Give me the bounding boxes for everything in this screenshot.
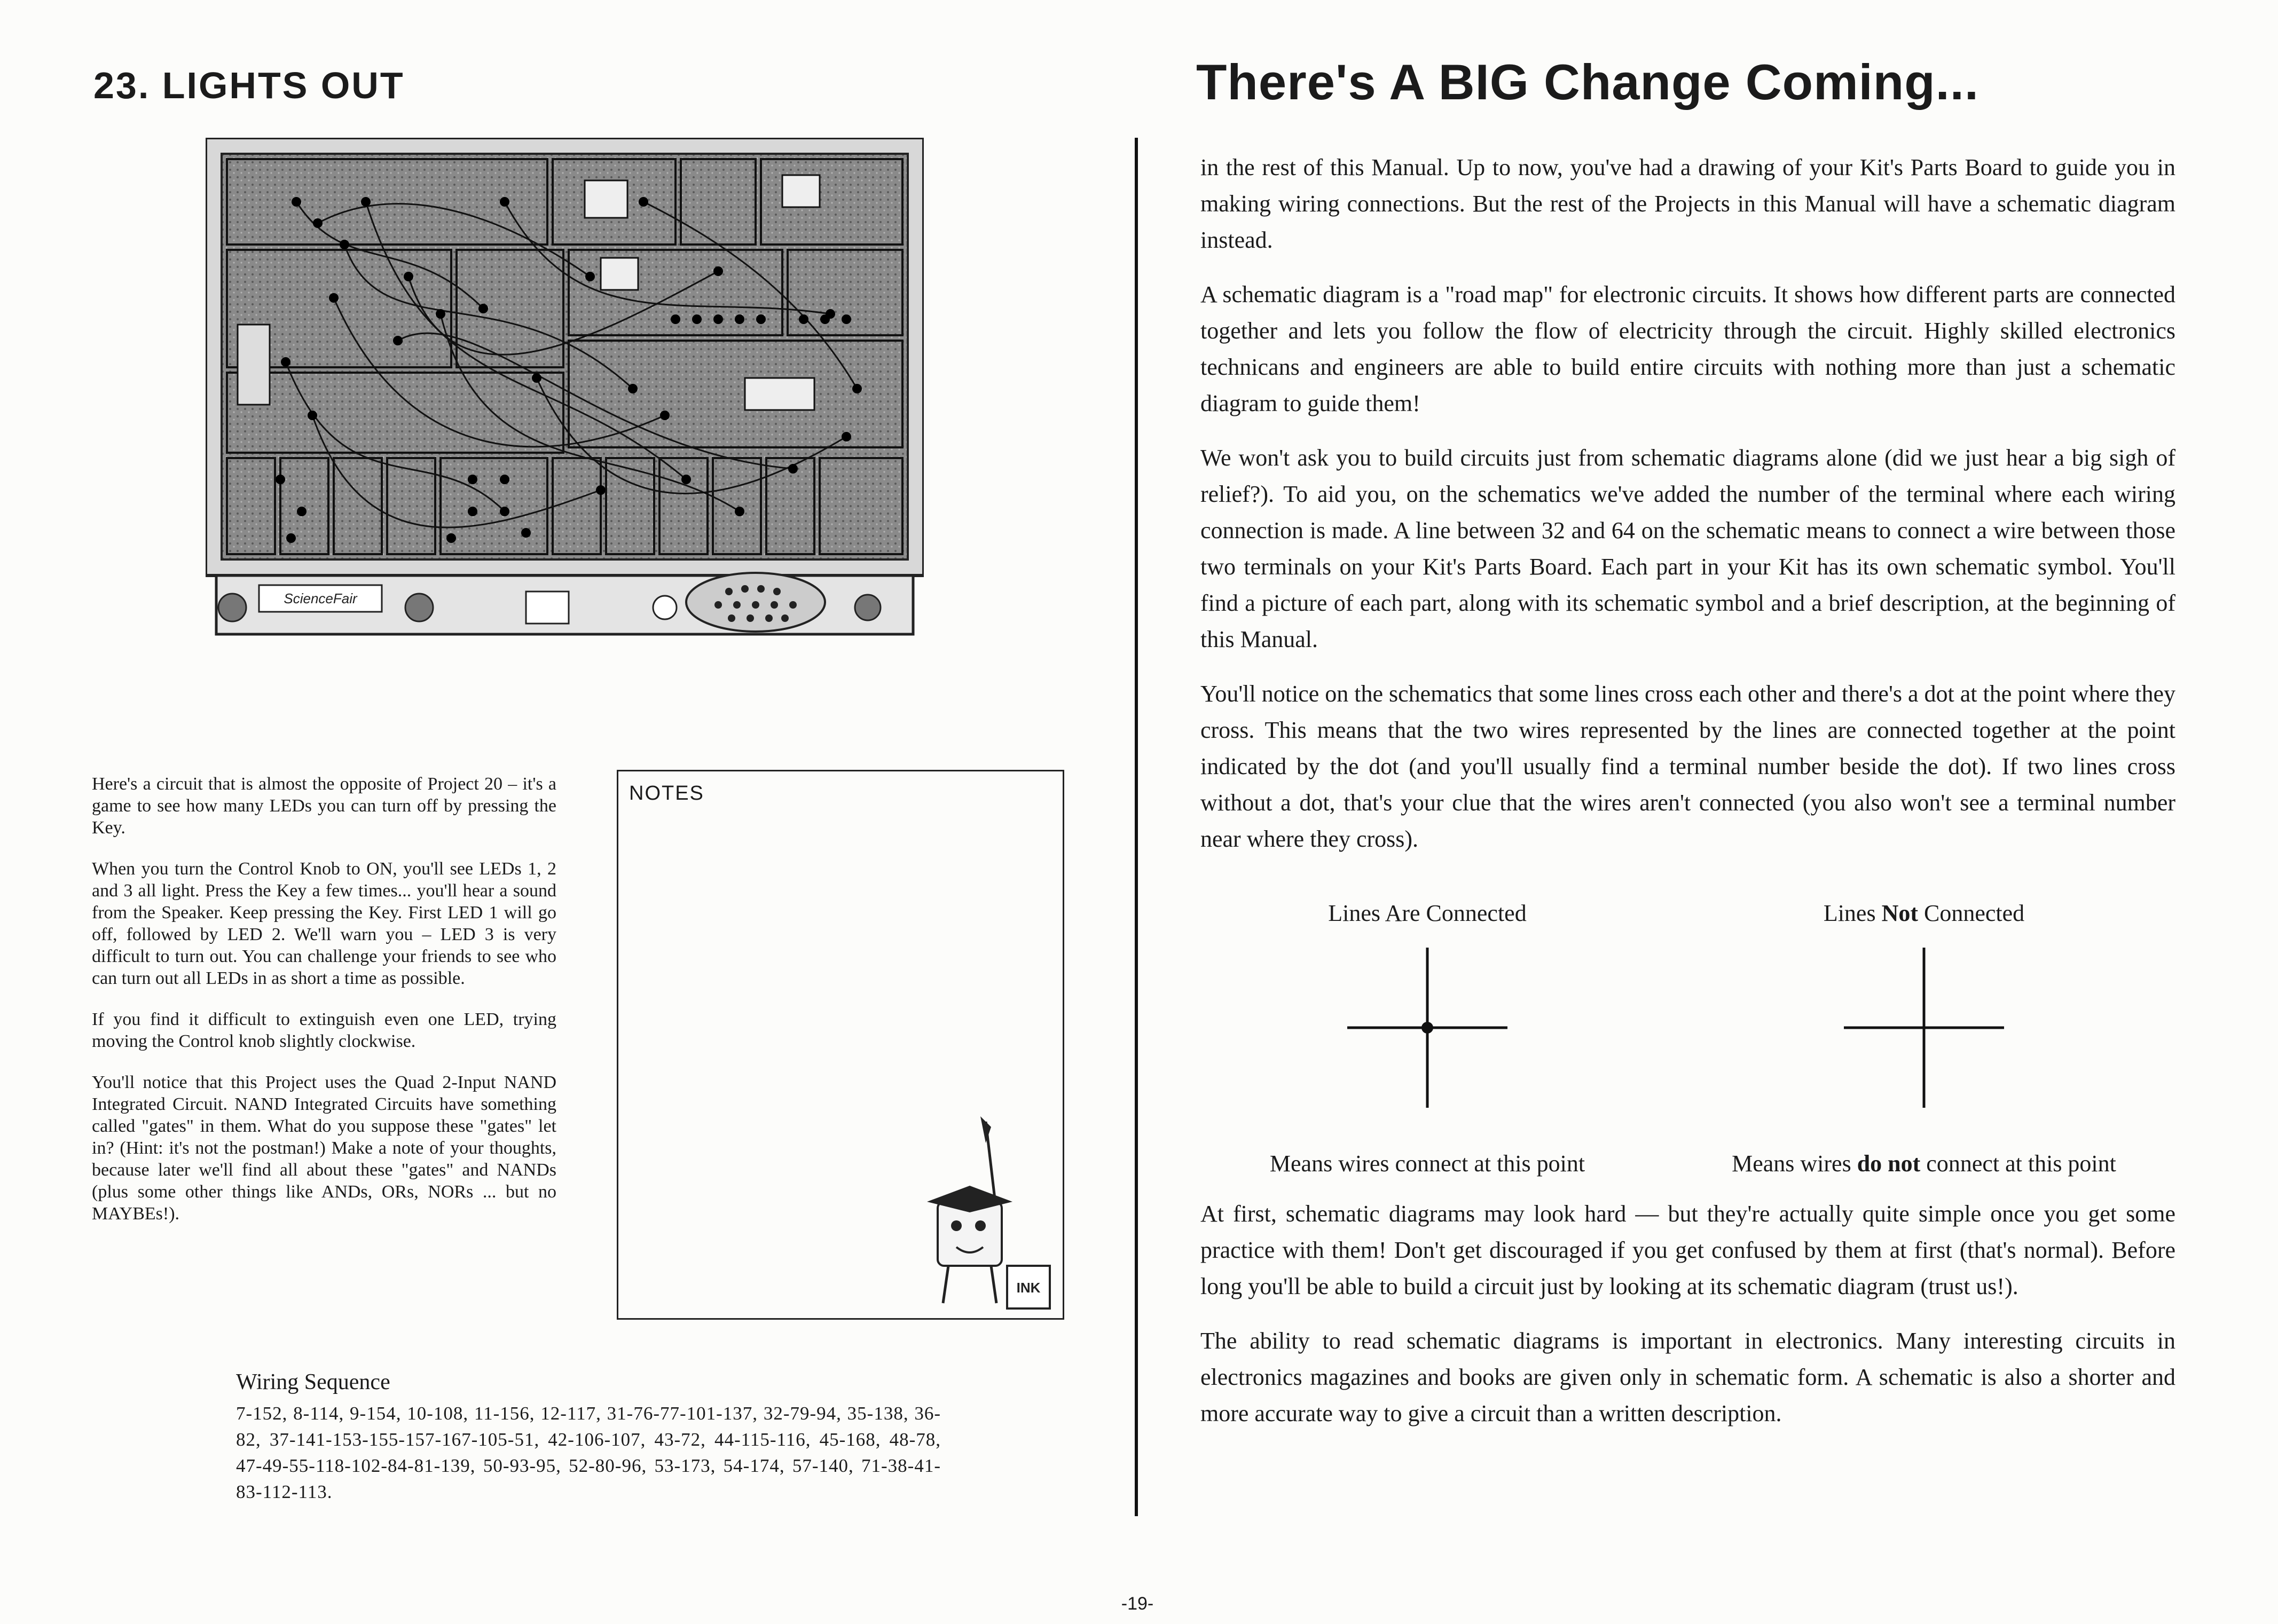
connected-diagram-caption: Means wires connect at this point bbox=[1269, 1150, 1585, 1177]
ink-bottle-mascot-illustration bbox=[906, 1111, 1055, 1314]
crossing-diagrams bbox=[1200, 900, 2175, 1177]
not-connected-diagram bbox=[1697, 900, 2151, 1177]
intro-text-block bbox=[92, 773, 556, 1244]
notes-label: NOTES bbox=[629, 782, 704, 805]
page-divider bbox=[1135, 138, 1138, 1516]
left-page-title: 23. LIGHTS OUT bbox=[93, 65, 405, 106]
svg-text:ScienceFair: ScienceFair bbox=[284, 590, 357, 606]
instructions-paragraph: When you turn the Control Knob to ON, you'll see LEDs 1, 2 and 3 all light. Press the Key a few times... you'll hear a sound from the Speaker. Keep pressing the Key. First LED 1 will go off, followed by LED 2. We'll warn you – LED 3 is very difficult to turn out. You can challenge your friends to see who can turn out all LEDs in as short a time as possible. bbox=[92, 859, 556, 988]
page-number: -19- bbox=[1121, 1594, 1154, 1614]
manual-change-paragraph: in the rest of this Manual. Up to now, you've had a drawing of your Kit's Parts Board to guide you in making wiring connections. But the rest of the Projects in this Manual will have a schematic diagram instead. bbox=[1200, 154, 2175, 253]
not-connected-diagram-label: Lines Not Connected bbox=[1823, 900, 2025, 926]
nand-paragraph: You'll notice that this Project uses the Quad 2-Input NAND Integrated Circuit. NAND Integrated Circuits have something called "gates" in them. What do you suppose these "gates" let in? (Hint: it's not the postman!) Make a note of your thoughts, because later we'll find all about these "gates" and NANDs (plus some other things like ANDs, ORs, NORs ... but no MAYBEs!). bbox=[92, 1073, 556, 1224]
parts-board-illustration bbox=[206, 138, 924, 650]
right-body-text bbox=[1200, 149, 2175, 876]
notes-box bbox=[617, 770, 1064, 1320]
wiring-sequence-text: 7-152, 8-114, 9-154, 10-108, 11-156, 12-117, 31-76-77-101-137, 32-79-94, 35-138, 36-82, 37-141-153-155-157-167-105-51, 42-106-107, 43-72, 44-115-116, 45-168, 48-78, 47-49-55-118-102-84-81-139, 50-93-95, 52-80-96, 53-173, 54-174, 57-140, 71-38-41-83-112-113. bbox=[236, 1403, 941, 1502]
right-page-title: There's A BIG Change Coming... bbox=[1196, 54, 1979, 110]
importance-paragraph: The ability to read schematic diagrams is important in electronics. Many interesting circuits in electronics magazines and books are given only in schematic form. A schematic is also a shorter and more accurate way to give a circuit than a written description. bbox=[1200, 1328, 2175, 1426]
tip-paragraph: If you find it difficult to extinguish even one LED, trying moving the Control knob slightly clockwise. bbox=[92, 1010, 556, 1051]
right-body-text-continued bbox=[1200, 1196, 2175, 1450]
road-map-paragraph: A schematic diagram is a "road map" for electronic circuits. It shows how different parts are connected together and lets you follow the flow of electricity through the circuit. Highly skilled electronics technicans and engineers are able to build entire circuits with nothing more than just a schematic diagram to guide them! bbox=[1200, 281, 2175, 416]
crossing-lines-paragraph: You'll notice on the schematics that some lines cross each other and there's a dot at the point where they cross. This means that the two wires represented by the lines are connected together at the point indicated by the dot (and you'll usually find a terminal number beside the dot). If two lines cross without a dot, that's your clue that the wires aren't connected (you also won't see a terminal number near where they cross). bbox=[1200, 681, 2175, 852]
connected-crossing-symbol bbox=[1347, 948, 1507, 1108]
unconnected-crossing-symbol bbox=[1844, 948, 2004, 1108]
wiring-sequence-title: Wiring Sequence bbox=[236, 1370, 390, 1394]
terminal-numbers-paragraph: We won't ask you to build circuits just from schematic diagrams alone (did we just hear a big sigh of relief?). To aid you, on the schematics we've added the number of the terminal where each wiring connection is made. A line between 32 and 64 on the schematic means to connect a wire between those two terminals on your Kit's Parts Board. Each part in your Kit has its own schematic symbol. You'll find a picture of each part, along with its schematic symbol and a brief description, at the beginning of this Manual. bbox=[1200, 445, 2175, 652]
junction-dot bbox=[1421, 1022, 1433, 1034]
connected-diagram-label: Lines Are Connected bbox=[1328, 900, 1527, 926]
not-connected-diagram-caption: Means wires do not connect at this point bbox=[1732, 1150, 2116, 1177]
svg-text:INK: INK bbox=[1016, 1280, 1041, 1296]
connected-diagram bbox=[1200, 900, 1654, 1177]
intro-paragraph: Here's a circuit that is almost the opposite of Project 20 – it's a game to see how many LEDs you can turn off by pressing the Key. bbox=[92, 774, 556, 838]
wiring-sequence bbox=[236, 1369, 941, 1505]
look-hard-paragraph: At first, schematic diagrams may look hard — but they're actually quite simple once you get some practice with them! Don't get discouraged if you get confused by them at first (that's normal). Before long you'll be able to build a circuit just by looking at its schematic diagram (trust us!). bbox=[1200, 1201, 2175, 1299]
